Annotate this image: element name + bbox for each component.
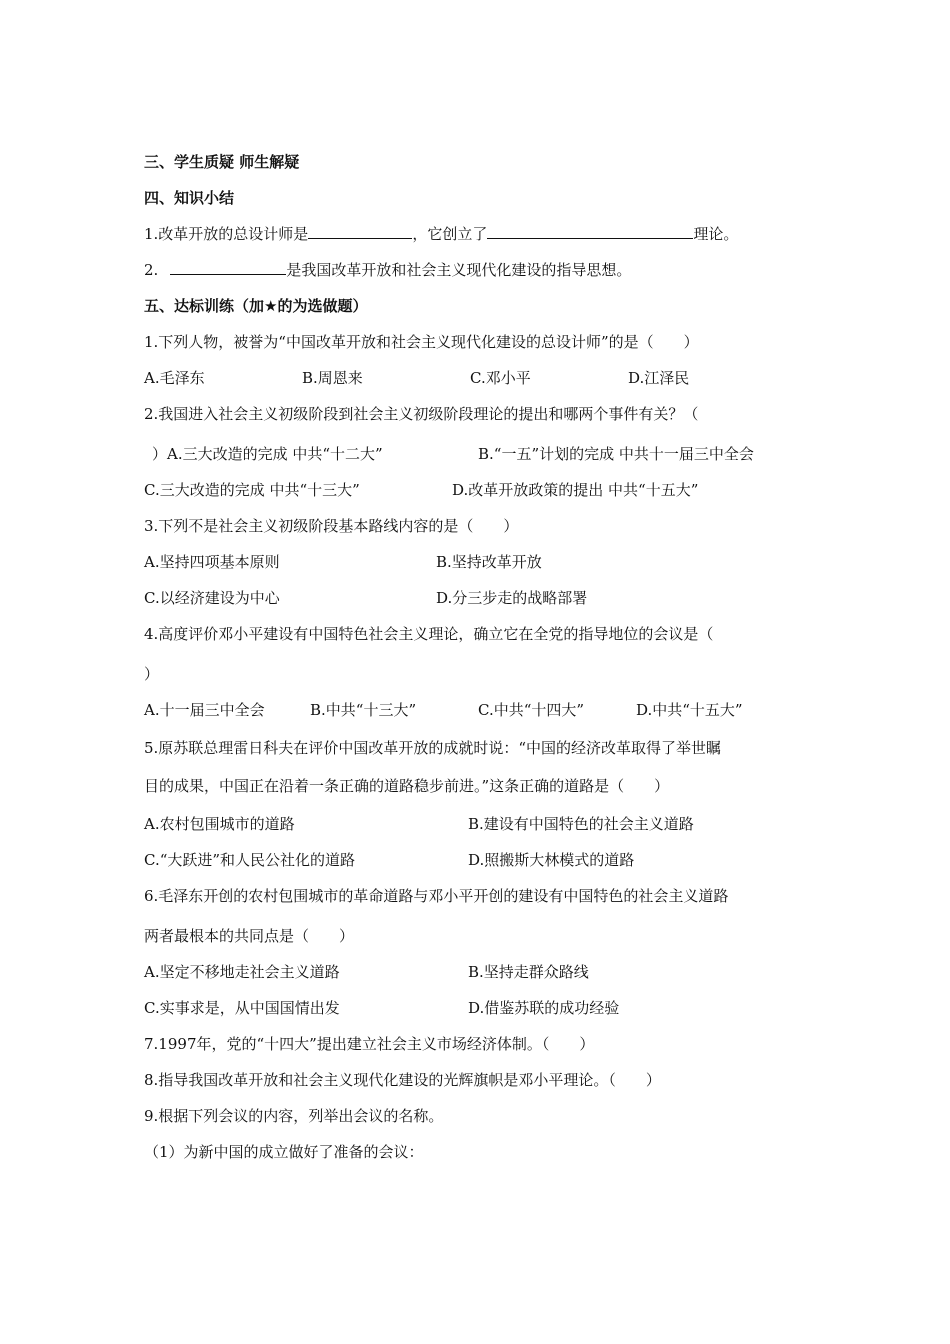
summary-item-1 <box>144 224 738 244</box>
q4-option-c[interactable]: C.中共“十四大” <box>478 701 585 719</box>
question-9: 9.根据下列会议的内容，列举出会议的名称。 <box>144 1107 444 1125</box>
q1-option-a[interactable]: A.毛泽东 <box>144 369 205 387</box>
q5-option-b[interactable]: B.建设有中国特色的社会主义道路 <box>468 815 694 833</box>
question-6-stem: 6.毛泽东开创的农村包围城市的革命道路与邓小平开创的建设有中国特色的社会主义道路 <box>144 887 729 905</box>
question-7: 7.1997年，党的“十四大”提出建立社会主义市场经济体制。（ ） <box>144 1035 595 1053</box>
q5-option-d[interactable]: D.照搬斯大林模式的道路 <box>468 851 635 869</box>
q2-option-c[interactable]: C.三大改造的完成 中共“十三大” <box>144 481 360 499</box>
question-4-stem: 4.高度评价邓小平建设有中国特色社会主义理论，确立它在全党的指导地位的会议是（ <box>144 625 714 643</box>
answer-blank[interactable] <box>308 224 412 239</box>
question-9-part-1: （1）为新中国的成立做好了准备的会议： <box>144 1143 424 1161</box>
q5-option-a[interactable]: A.农村包围城市的道路 <box>144 815 295 833</box>
summary-item-2-text-a: 2. <box>144 261 159 279</box>
summary-item-2 <box>144 260 631 280</box>
section-heading-5: 五、达标训练（加★的为选做题） <box>144 297 368 315</box>
question-3-stem: 3.下列不是社会主义初级阶段基本路线内容的是（ ） <box>144 517 519 535</box>
q4-option-b[interactable]: B.中共“十三大” <box>310 701 417 719</box>
summary-item-1-text-c: 理论。 <box>693 225 739 243</box>
section-heading-3: 三、学生质疑 师生解疑 <box>144 153 300 171</box>
q1-option-b[interactable]: B.周恩来 <box>302 369 363 387</box>
q1-option-d[interactable]: D.江泽民 <box>628 369 690 387</box>
question-5-stem-cont: 目的成果，中国正在沿着一条正确的道路稳步前进。”这条正确的道路是（ ） <box>144 777 670 795</box>
q2-option-d[interactable]: D.改革开放政策的提出 中共“十五大” <box>452 481 699 499</box>
q3-option-a[interactable]: A.坚持四项基本原则 <box>144 553 280 571</box>
question-5-stem: 5.原苏联总理雷日科夫在评价中国改革开放的成就时说：“中国的经济改革取得了举世瞩 <box>144 739 721 757</box>
q3-option-c[interactable]: C.以经济建设为中心 <box>144 589 280 607</box>
summary-item-1-text-b: ，它创立了 <box>412 225 488 243</box>
q1-option-c[interactable]: C.邓小平 <box>470 369 531 387</box>
question-8: 8.指导我国改革开放和社会主义现代化建设的光辉旗帜是邓小平理论。（ ） <box>144 1071 661 1089</box>
q2-option-a[interactable]: ）A.三大改造的完成 中共“十二大” <box>152 445 383 463</box>
q5-option-c[interactable]: C.“大跃进”和人民公社化的道路 <box>144 851 356 869</box>
question-6-stem-cont: 两者最根本的共同点是（ ） <box>144 927 355 945</box>
question-4-stem-cont: ） <box>144 665 160 683</box>
q6-option-c[interactable]: C.实事求是，从中国国情出发 <box>144 999 340 1017</box>
answer-blank[interactable] <box>487 224 693 239</box>
q2-option-b[interactable]: B.“一五”计划的完成 中共十一届三中全会 <box>478 445 754 463</box>
summary-item-1-text-a: 1.改革开放的总设计师是 <box>144 225 309 243</box>
question-2-stem: 2.我国进入社会主义初级阶段到社会主义初级阶段理论的提出和哪两个事件有关？（ <box>144 405 699 423</box>
q6-option-b[interactable]: B.坚持走群众路线 <box>468 963 589 981</box>
q4-option-d[interactable]: D.中共“十五大” <box>636 701 743 719</box>
q4-option-a[interactable]: A.十一届三中全会 <box>144 701 265 719</box>
q3-option-d[interactable]: D.分三步走的战略部署 <box>436 589 588 607</box>
q6-option-d[interactable]: D.借鉴苏联的成功经验 <box>468 999 620 1017</box>
answer-blank[interactable] <box>170 260 286 275</box>
q6-option-a[interactable]: A.坚定不移地走社会主义道路 <box>144 963 340 981</box>
summary-item-2-text-b: 是我国改革开放和社会主义现代化建设的指导思想。 <box>286 261 632 279</box>
q3-option-b[interactable]: B.坚持改革开放 <box>436 553 542 571</box>
section-heading-4: 四、知识小结 <box>144 189 235 207</box>
question-1-stem: 1.下列人物，被誉为“中国改革开放和社会主义现代化建设的总设计师”的是（ ） <box>144 333 699 351</box>
